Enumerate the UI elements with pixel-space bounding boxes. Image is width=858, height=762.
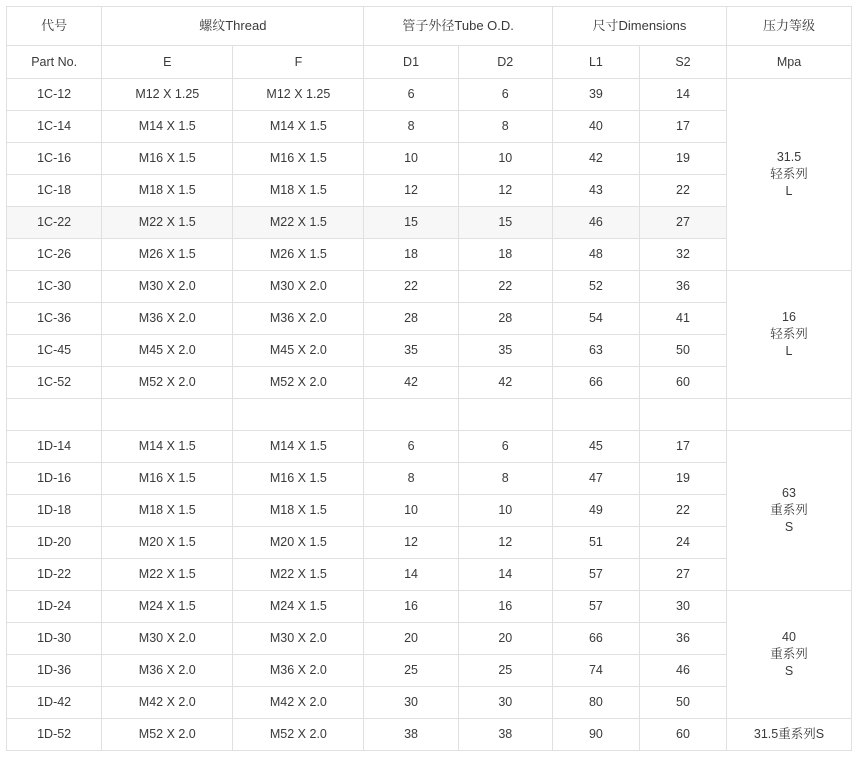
cell-d1: 30	[364, 687, 458, 719]
table-row	[7, 79, 852, 111]
table-row	[7, 239, 852, 271]
cell-d2: 10	[458, 143, 552, 175]
cell-d2	[458, 399, 552, 431]
cell-f: M24 X 1.5	[233, 591, 364, 623]
cell-d2: 38	[458, 719, 552, 751]
cell-f: M22 X 1.5	[233, 559, 364, 591]
cell-d1: 28	[364, 303, 458, 335]
cell-d2: 30	[458, 687, 552, 719]
cell-e: M36 X 2.0	[102, 303, 233, 335]
cell-l1: 43	[552, 175, 639, 207]
cell-pressure-group-3	[727, 431, 852, 591]
cell-d1: 38	[364, 719, 458, 751]
pressure-series: 重系列	[770, 503, 808, 518]
cell-part-no: 1D-52	[7, 719, 102, 751]
cell-pressure-group-5: 31.5重系列S	[727, 719, 852, 751]
cell-d2: 16	[458, 591, 552, 623]
cell-d1: 14	[364, 559, 458, 591]
cell-d2: 22	[458, 271, 552, 303]
table-row	[7, 431, 852, 463]
pressure-series: 轻系列	[770, 167, 808, 182]
cell-d1: 25	[364, 655, 458, 687]
cell-s2: 27	[639, 559, 726, 591]
cell-s2: 22	[639, 175, 726, 207]
cell-d2: 6	[458, 79, 552, 111]
cell-part-no: 1C-14	[7, 111, 102, 143]
cell-d1: 6	[364, 431, 458, 463]
cell-d2: 35	[458, 335, 552, 367]
cell-s2: 50	[639, 335, 726, 367]
pressure-value: 16	[782, 310, 796, 325]
cell-part-no: 1C-45	[7, 335, 102, 367]
cell-part-no: 1D-42	[7, 687, 102, 719]
cell-f: M20 X 1.5	[233, 527, 364, 559]
cell-l1: 40	[552, 111, 639, 143]
table-row	[7, 719, 852, 751]
cell-e: M16 X 1.5	[102, 143, 233, 175]
cell-d1: 22	[364, 271, 458, 303]
pressure-value: 40	[782, 630, 796, 645]
header-mpa: Mpa	[727, 46, 852, 79]
table-row	[7, 303, 852, 335]
cell-f: M26 X 1.5	[233, 239, 364, 271]
cell-s2: 17	[639, 111, 726, 143]
cell-f: M16 X 1.5	[233, 463, 364, 495]
cell-pressure-group-2	[727, 271, 852, 399]
table-row	[7, 175, 852, 207]
cell-l1: 52	[552, 271, 639, 303]
cell-d1: 8	[364, 111, 458, 143]
cell-f: M14 X 1.5	[233, 111, 364, 143]
cell-part-no: 1C-30	[7, 271, 102, 303]
table-row	[7, 143, 852, 175]
cell-e: M22 X 1.5	[102, 207, 233, 239]
cell-e: M30 X 2.0	[102, 271, 233, 303]
header-part-no: Part No.	[7, 46, 102, 79]
cell-e: M26 X 1.5	[102, 239, 233, 271]
cell-part-no: 1C-12	[7, 79, 102, 111]
cell-part-no: 1D-18	[7, 495, 102, 527]
cell-f: M16 X 1.5	[233, 143, 364, 175]
cell-f: M30 X 2.0	[233, 271, 364, 303]
cell-d2: 15	[458, 207, 552, 239]
cell-d2: 28	[458, 303, 552, 335]
cell-s2: 36	[639, 271, 726, 303]
pressure-value: 63	[782, 486, 796, 501]
cell-f	[233, 399, 364, 431]
cell-pressure-blank	[727, 399, 852, 431]
cell-l1: 57	[552, 591, 639, 623]
cell-d1: 12	[364, 527, 458, 559]
cell-l1: 47	[552, 463, 639, 495]
header-thread-group: 螺纹Thread	[102, 7, 364, 46]
cell-part-no: 1D-30	[7, 623, 102, 655]
cell-l1: 74	[552, 655, 639, 687]
cell-f: M30 X 2.0	[233, 623, 364, 655]
table-row	[7, 527, 852, 559]
cell-e: M16 X 1.5	[102, 463, 233, 495]
cell-f: M14 X 1.5	[233, 431, 364, 463]
cell-l1: 49	[552, 495, 639, 527]
cell-d1: 16	[364, 591, 458, 623]
table-row	[7, 623, 852, 655]
cell-s2: 46	[639, 655, 726, 687]
header-dimensions-group: 尺寸Dimensions	[552, 7, 726, 46]
cell-s2: 32	[639, 239, 726, 271]
cell-e: M18 X 1.5	[102, 175, 233, 207]
cell-part-no: 1C-22	[7, 207, 102, 239]
cell-f: M42 X 2.0	[233, 687, 364, 719]
cell-s2: 27	[639, 207, 726, 239]
cell-l1: 48	[552, 239, 639, 271]
header-tube-od-group: 管子外径Tube O.D.	[364, 7, 552, 46]
cell-l1: 39	[552, 79, 639, 111]
cell-l1	[552, 399, 639, 431]
cell-part-no: 1D-36	[7, 655, 102, 687]
pressure-code: L	[785, 343, 793, 358]
cell-f: M18 X 1.5	[233, 175, 364, 207]
header-e: E	[102, 46, 233, 79]
cell-d2: 6	[458, 431, 552, 463]
cell-d2: 8	[458, 463, 552, 495]
cell-e: M52 X 2.0	[102, 367, 233, 399]
cell-s2: 41	[639, 303, 726, 335]
cell-d2: 10	[458, 495, 552, 527]
cell-s2: 22	[639, 495, 726, 527]
cell-f: M52 X 2.0	[233, 367, 364, 399]
pressure-value: 31.5	[776, 150, 802, 165]
cell-part-no: 1C-16	[7, 143, 102, 175]
cell-d1: 18	[364, 239, 458, 271]
cell-e: M30 X 2.0	[102, 623, 233, 655]
cell-d2: 8	[458, 111, 552, 143]
cell-s2: 19	[639, 463, 726, 495]
cell-d1: 20	[364, 623, 458, 655]
cell-f: M45 X 2.0	[233, 335, 364, 367]
cell-e: M45 X 2.0	[102, 335, 233, 367]
cell-l1: 51	[552, 527, 639, 559]
cell-e: M22 X 1.5	[102, 559, 233, 591]
pressure-code: L	[785, 183, 793, 198]
cell-part-no: 1C-26	[7, 239, 102, 271]
table-row	[7, 111, 852, 143]
cell-d1: 15	[364, 207, 458, 239]
cell-part-no: 1C-52	[7, 367, 102, 399]
cell-l1: 66	[552, 367, 639, 399]
cell-d2: 42	[458, 367, 552, 399]
table-header-sub-row	[7, 46, 852, 79]
cell-s2: 50	[639, 687, 726, 719]
table-row	[7, 271, 852, 303]
cell-l1: 63	[552, 335, 639, 367]
cell-d2: 20	[458, 623, 552, 655]
cell-f: M12 X 1.25	[233, 79, 364, 111]
cell-e: M18 X 1.5	[102, 495, 233, 527]
header-pressure-group: 压力等级	[727, 7, 852, 46]
cell-s2: 24	[639, 527, 726, 559]
cell-e: M14 X 1.5	[102, 431, 233, 463]
pressure-series: 重系列	[770, 647, 808, 662]
header-d2: D2	[458, 46, 552, 79]
cell-d1: 35	[364, 335, 458, 367]
cell-d2: 25	[458, 655, 552, 687]
cell-f: M22 X 1.5	[233, 207, 364, 239]
cell-e: M24 X 1.5	[102, 591, 233, 623]
cell-d1: 10	[364, 495, 458, 527]
cell-part-no: 1D-20	[7, 527, 102, 559]
header-s2: S2	[639, 46, 726, 79]
cell-s2: 60	[639, 719, 726, 751]
cell-f: M18 X 1.5	[233, 495, 364, 527]
pressure-code: S	[784, 519, 794, 534]
table-row-separator	[7, 399, 852, 431]
cell-e: M20 X 1.5	[102, 527, 233, 559]
cell-l1: 66	[552, 623, 639, 655]
table-header-group-row	[7, 7, 852, 46]
header-l1: L1	[552, 46, 639, 79]
cell-e	[102, 399, 233, 431]
pressure-code: S	[784, 663, 794, 678]
cell-d1	[364, 399, 458, 431]
table-row	[7, 207, 852, 239]
cell-pressure-group-4	[727, 591, 852, 719]
header-part-no-group: 代号	[7, 7, 102, 46]
cell-e: M12 X 1.25	[102, 79, 233, 111]
cell-s2: 36	[639, 623, 726, 655]
cell-d2: 14	[458, 559, 552, 591]
table-row	[7, 335, 852, 367]
cell-d1: 6	[364, 79, 458, 111]
cell-part-no: 1D-22	[7, 559, 102, 591]
cell-d2: 12	[458, 175, 552, 207]
cell-d1: 8	[364, 463, 458, 495]
cell-part-no: 1D-16	[7, 463, 102, 495]
table-row	[7, 687, 852, 719]
cell-l1: 46	[552, 207, 639, 239]
cell-l1: 54	[552, 303, 639, 335]
cell-l1: 90	[552, 719, 639, 751]
cell-e: M52 X 2.0	[102, 719, 233, 751]
table-row	[7, 367, 852, 399]
cell-f: M36 X 2.0	[233, 303, 364, 335]
cell-s2: 60	[639, 367, 726, 399]
cell-part-no: 1C-18	[7, 175, 102, 207]
cell-s2: 30	[639, 591, 726, 623]
table-row	[7, 591, 852, 623]
cell-part-no: 1D-24	[7, 591, 102, 623]
cell-l1: 80	[552, 687, 639, 719]
cell-d2: 12	[458, 527, 552, 559]
header-f: F	[233, 46, 364, 79]
cell-s2: 17	[639, 431, 726, 463]
cell-part-no	[7, 399, 102, 431]
cell-l1: 42	[552, 143, 639, 175]
pressure-series: 轻系列	[770, 327, 808, 342]
table-row	[7, 655, 852, 687]
cell-part-no: 1D-14	[7, 431, 102, 463]
cell-l1: 45	[552, 431, 639, 463]
cell-d1: 10	[364, 143, 458, 175]
cell-e: M14 X 1.5	[102, 111, 233, 143]
cell-f: M52 X 2.0	[233, 719, 364, 751]
cell-e: M42 X 2.0	[102, 687, 233, 719]
cell-s2	[639, 399, 726, 431]
cell-s2: 14	[639, 79, 726, 111]
table-row	[7, 559, 852, 591]
cell-f: M36 X 2.0	[233, 655, 364, 687]
cell-pressure-group-1	[727, 79, 852, 271]
cell-part-no: 1C-36	[7, 303, 102, 335]
table-row	[7, 463, 852, 495]
cell-e: M36 X 2.0	[102, 655, 233, 687]
cell-d1: 42	[364, 367, 458, 399]
header-d1: D1	[364, 46, 458, 79]
specification-table	[6, 6, 852, 751]
table-row	[7, 495, 852, 527]
cell-l1: 57	[552, 559, 639, 591]
cell-s2: 19	[639, 143, 726, 175]
cell-d2: 18	[458, 239, 552, 271]
cell-d1: 12	[364, 175, 458, 207]
